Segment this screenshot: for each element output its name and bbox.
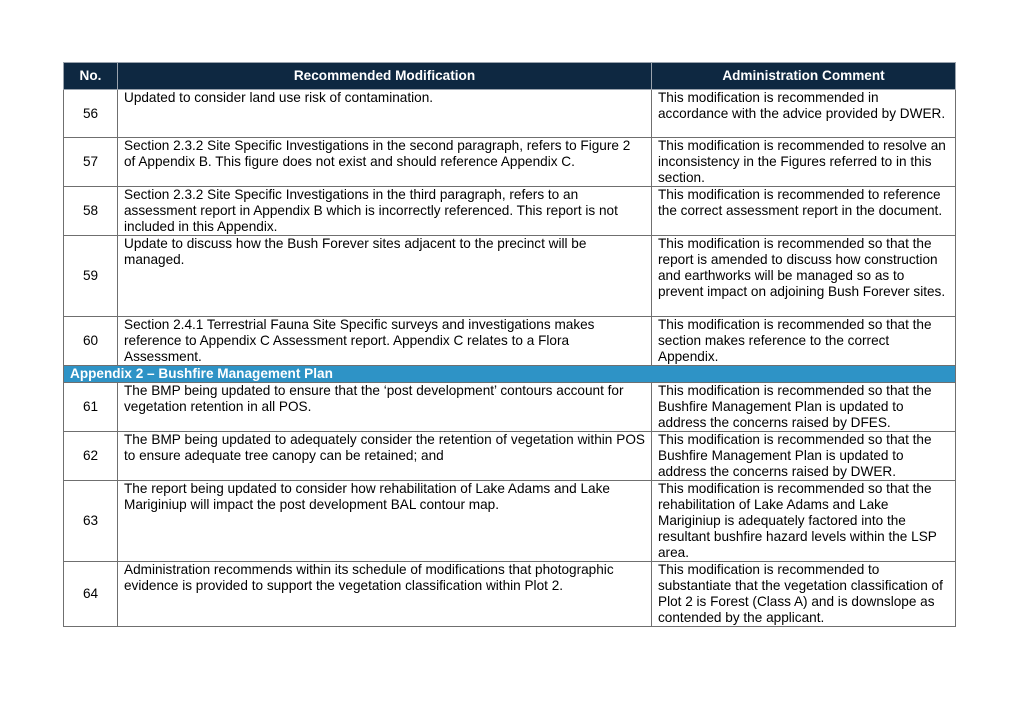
comment-cell: This modification is recommended in accordance with the advice provided by DWER. [652, 90, 956, 138]
table-row [64, 317, 956, 366]
modification-cell: The BMP being updated to ensure that the ‘post development’ contours account for vegetation retention in all POS. [118, 383, 652, 432]
table-row [64, 432, 956, 481]
comment-cell: This modification is recommended so that the rehabilitation of Lake Adams and Lake Mariginiup is adequately factored into the resultant bushfire hazard levels within the LSP area. [652, 481, 956, 562]
comment-cell: This modification is recommended so that the report is amended to discuss how construction and earthworks will be managed so as to prevent impact on adjoining Bush Forever sites. [652, 236, 956, 317]
modification-cell: Update to discuss how the Bush Forever sites adjacent to the precinct will be managed. [118, 236, 652, 317]
modification-cell: The BMP being updated to adequately consider the retention of vegetation within POS to ensure adequate tree canopy can be retained; and [118, 432, 652, 481]
row-number: 63 [64, 481, 118, 562]
modification-cell: Section 2.3.2 Site Specific Investigations in the third paragraph, refers to an assessment report in Appendix B which is incorrectly referenced. This report is not included in this Appendix. [118, 187, 652, 236]
modification-cell: Section 2.3.2 Site Specific Investigations in the second paragraph, refers to Figure 2 of Appendix B. This figure does not exist and should reference Appendix C. [118, 138, 652, 187]
comment-cell: This modification is recommended to substantiate that the vegetation classification of Plot 2 is Forest (Class A) and is downslope as contended by the applicant. [652, 562, 956, 627]
header-recommended-modification: Recommended Modification [118, 63, 652, 90]
modification-cell: The report being updated to consider how rehabilitation of Lake Adams and Lake Mariginiup will impact the post development BAL contour map. [118, 481, 652, 562]
table-row [64, 187, 956, 236]
table-row [64, 138, 956, 187]
modification-cell: Administration recommends within its schedule of modifications that photographic evidence is provided to support the vegetation classification within Plot 2. [118, 562, 652, 627]
row-number: 57 [64, 138, 118, 187]
comment-cell: This modification is recommended so that the section makes reference to the correct Appendix. [652, 317, 956, 366]
comment-cell: This modification is recommended to reference the correct assessment report in the document. [652, 187, 956, 236]
table-header-row [64, 63, 956, 90]
section-heading-bushfire-management-plan: Appendix 2 – Bushfire Management Plan [64, 366, 956, 383]
table-row [64, 90, 956, 138]
table-row [64, 383, 956, 432]
modification-cell: Section 2.4.1 Terrestrial Fauna Site Specific surveys and investigations makes reference to Appendix C Assessment report. Appendix C relates to a Flora Assessment. [118, 317, 652, 366]
row-number: 64 [64, 562, 118, 627]
row-number: 59 [64, 236, 118, 317]
modifications-table [63, 62, 956, 627]
comment-cell: This modification is recommended so that the Bushfire Management Plan is updated to address the concerns raised by DWER. [652, 432, 956, 481]
section-row [64, 366, 956, 383]
row-number: 56 [64, 90, 118, 138]
row-number: 61 [64, 383, 118, 432]
header-administration-comment: Administration Comment [652, 63, 956, 90]
table-row [64, 481, 956, 562]
row-number: 58 [64, 187, 118, 236]
header-no: No. [64, 63, 118, 90]
modification-cell: Updated to consider land use risk of contamination. [118, 90, 652, 138]
row-number: 62 [64, 432, 118, 481]
comment-cell: This modification is recommended to resolve an inconsistency in the Figures referred to in this section. [652, 138, 956, 187]
table-row [64, 562, 956, 627]
row-number: 60 [64, 317, 118, 366]
comment-cell: This modification is recommended so that the Bushfire Management Plan is updated to address the concerns raised by DFES. [652, 383, 956, 432]
table-row [64, 236, 956, 317]
